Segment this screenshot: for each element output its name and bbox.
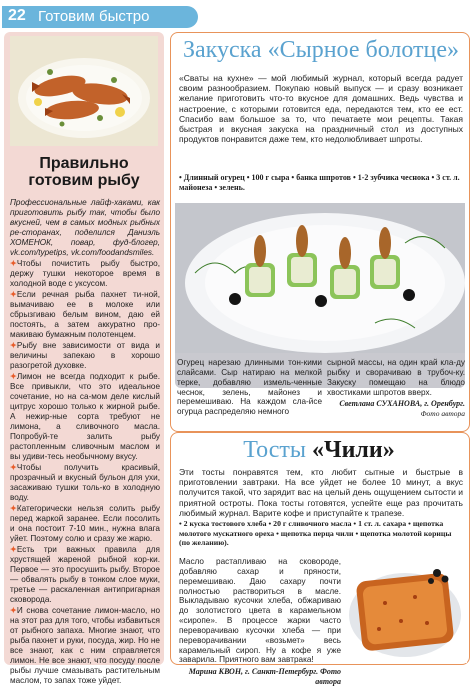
tip-item: ✦И снова сочетание лимон-масло, но на этот раз для того, чтобы избавиться от рыбного запаха. Многие знают, что рыба пахнет и руки, посуда, жир. Но не все знают, как с ним справляется лимон. Не все знают, что посуду после рыбы лучше смазывать растительным маслом, то запах тоже уйдет. [10, 606, 160, 685]
toast-recipe [170, 432, 470, 686]
tip-item: ✦Чтобы почистить рыбу быстро, держу тушки некоторое время в холодной воде с уксусом. [10, 259, 160, 288]
tip-item: ✦Лимон не всегда подходит к рыбе. Все привыкли, что это идеальное сочетание, но на са-мом деле кислый цитрус хорошо только к жирной рыбе. А нежир-ные сорта требуют не лимона, а сливочного масла. Попробуй-те залить рыбу растопленным сливочным маслом и вы удиви-тесь необычному вкусу. [10, 372, 160, 461]
toast-photo [345, 553, 467, 663]
bullet-icon: ✦ [10, 259, 17, 268]
fish-article-intro: Профессиональные лайф-хаками, как приготовить рыбу так, чтобы было вкусней, чем в самых модных рыбных ре-сторанах, поделился Даниэль ХОМЕНОК, повар, фуд-блогер, vk.com/typetips, vk.com/foodandsmiles. [10, 198, 160, 257]
toast-title: Тосты «Чили» [243, 437, 395, 463]
tip-item: ✦Рыбу вне зависимости от вида и величины запекаю в хорошо разогретой духовке. [10, 341, 160, 370]
snack-author: Светлана СУХАНОВА, г. Оренбург. [339, 399, 465, 409]
tip-item: ✦Если речная рыба пахнет ти-ной, вымачиваю ее в молоке или сбрызгиваю белым вином, даю ей постоять, а затем аккуратно про-макиваю бумажным полотенцем. [10, 290, 160, 339]
snack-method-right [327, 358, 465, 418]
snack-method-left: Огурец нарезаю длинными тон-кими слайсами. Сыр натираю на мелкой терке, добавляю измель-ченные чеснок, зелень, майонез и перемешиваю. На каждом сла-йсе огурца распределяю немного [177, 358, 322, 417]
section-title: Готовим быстро [38, 8, 150, 25]
fish-article [4, 32, 164, 685]
snack-method-right-text: сырной массы, на один край кла-ду рыбку и сворачиваю в трубоч-ку. Закуску помещаю на блюдо хвостиками шпротов вверх. [327, 358, 465, 397]
bullet-icon: ✦ [10, 290, 17, 299]
fish-photo [10, 36, 158, 146]
section-banner [2, 6, 198, 28]
bullet-icon: ✦ [10, 372, 17, 381]
toast-intro: Эти тосты понравятся тем, кто любит сытные и быстрые в приготовлении завтраки. На все уйдет не более 10 минут, а вкус получится такой, что зарядит вас на целый день ощущением сытости и приятной остроты. Пока тосты готовятся, успейте еще раз прочитать любимый журнал. Варите кофе и приступайте к трапезе. [179, 467, 463, 518]
bullet-icon: ✦ [10, 341, 17, 350]
snack-intro: «Сваты на кухне» — мой любимый журнал, который всегда радует своим разнообразием. Покупаю новый выпуск — и сразу возникает желание приготовить что-то вкусное для домашних. Ведь чувства и настроение, с которыми готовится еда, передаются тем, кто ее ест. Спасибо вам большое за то, что печатаете мои рецепты. Такая быстрая и вкусная закуска на праздничный стол из доступных продуктов понравится даже тем, кто недолюбливает шпроты. [179, 73, 463, 145]
tip-item: ✦Категорически нельзя солить рыбу перед жаркой заранее. Если посолить и она постоит 7-10 мин., нужна влага уйет. Поэтому солю и сразу же жарю. [10, 504, 160, 543]
page-header [0, 0, 474, 32]
toast-ingredients: • 2 куска тостового хлеба • 20 г сливочного масла • 1 ст. л. сахара • щепотка молотого мускатного ореха • щепотка перца чили • щепотка молотой корицы (по желанию). [179, 519, 452, 548]
snack-photo-credit: Фото автора [420, 408, 465, 418]
tip-item: ✦Чтобы получить красивый, прозрачный и вкусный бульон для ухи, засаживаю тушки толь-ко в холодную воду. [10, 463, 160, 502]
fish-article-title: Правильно готовим рыбу [28, 155, 140, 189]
toast-author: Марина КВОН, г. Санкт-Петербург. Фото автора [188, 667, 341, 686]
bullet-icon: ✦ [10, 606, 17, 615]
fish-article-body [10, 198, 160, 687]
snack-recipe [170, 32, 470, 432]
toast-method-text: Масло растапливаю на сковороде, добавляю сахар и пряности, перемешиваю. Даю сахару почти полностью раствориться в масле. Выкладываю кусочки хлеба, обжариваю до золотистого цвета в карамельном «сиропе». В процессе жарки часто переворачиваю кусочки хлеба — при переворачивании «возьмет» весь карамельный сироп. Ну а кофе я уже заварила. Приятного вам завтрака! [179, 557, 341, 665]
bullet-icon: ✦ [10, 504, 17, 513]
bullet-icon: ✦ [10, 545, 17, 554]
toast-method [179, 557, 341, 686]
snack-ingredients: • Длинный огурец • 100 г сыра • банка шпротов • 1-2 зубчика чеснока • 3 ст. л. майонеза • зелень. [179, 173, 460, 192]
snack-title: Закуска «Сырное болотце» [182, 37, 460, 63]
tip-item: ✦Есть три важных правила для хрустящей жареной рыбной кор-ки. Первое — это просушить рыбу. Второе — обвалять рыбу в тонком слое муки, третье — раскаленная антипригарная сковорода. [10, 545, 160, 604]
page-number: 22 [8, 7, 26, 24]
bullet-icon: ✦ [10, 463, 17, 472]
